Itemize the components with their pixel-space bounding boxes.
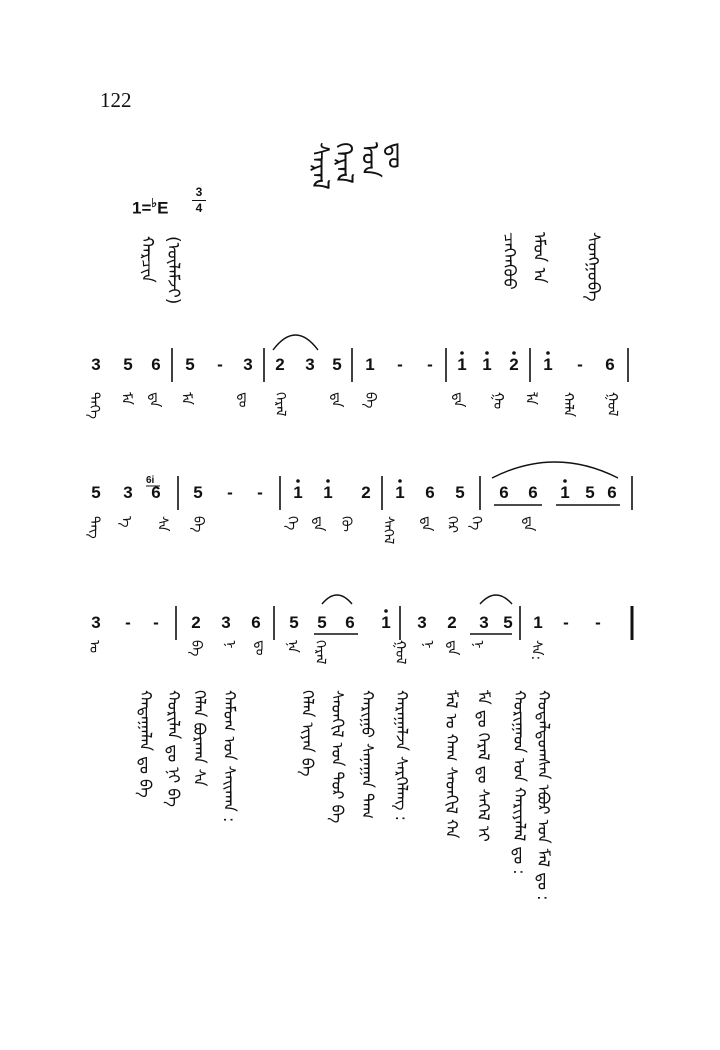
lyric-syllable: ᠭᠤ bbox=[490, 392, 506, 410]
lyric-syllable: ᠪᠠ bbox=[188, 640, 204, 657]
verse-line: ᠬᠠᠮᠤᠭ ᠤᠨ ᠰᠠᠢᠬᠠᠨ : bbox=[220, 690, 239, 823]
note: - bbox=[153, 613, 159, 632]
slur bbox=[492, 462, 618, 478]
lyric-syllable: ᠪᠡ bbox=[190, 516, 206, 533]
note: 2 bbox=[361, 483, 371, 502]
note: 1 bbox=[482, 355, 492, 374]
high-octave-dot bbox=[326, 479, 330, 483]
note: 1 bbox=[395, 483, 405, 502]
note: 1 bbox=[533, 613, 543, 632]
verse-line: ᠬᠣᠷᠢᠭᠠᠳ ᠤᠨ ᠬᠠᠷᠢᠶᠠᠯᠠᠯ ᠳᠤ : bbox=[510, 690, 529, 875]
note: 6 bbox=[345, 613, 355, 632]
lyric-syllable: ᠳᠤ bbox=[235, 392, 251, 408]
note: 3 bbox=[91, 355, 101, 374]
note: 1 bbox=[457, 355, 467, 374]
note: 1 bbox=[560, 483, 570, 502]
verse-line: ᠮᠠᠯ ᠤ ᠬᠠᠭ ᠰᠡᠳᠬᠢᠯ ᠬᠠ bbox=[442, 690, 461, 839]
note: - bbox=[427, 355, 433, 374]
note: 3 bbox=[479, 613, 489, 632]
title-line: ᠤᠨ bbox=[356, 142, 384, 178]
verse-line: ᠬᠠᠷᠢᠭᠤ ᠰᠠᠨᠠᠭᠠᠨ ᠳᠠᠭ bbox=[358, 690, 377, 819]
note: 2 bbox=[191, 613, 201, 632]
note: 3 bbox=[417, 613, 427, 632]
lyric-syllable: ᠳᠡ bbox=[520, 516, 536, 532]
lyric-syllable: ᠬᠡᠷ bbox=[444, 516, 460, 534]
left-note-line: (ᠦᠯᠡᠮᠵᠢ) bbox=[163, 236, 183, 305]
high-octave-dot bbox=[296, 479, 300, 483]
title-line: ᠭᠡᠷᠡᠯ bbox=[330, 142, 358, 184]
note: 6 bbox=[605, 355, 615, 374]
right-note-line: ᠴᠡᠭᠡᠨᠬᠦᠦ bbox=[499, 232, 519, 290]
title-line: ᠳᠤ bbox=[382, 142, 410, 169]
note: 2 bbox=[447, 613, 457, 632]
note: 6 bbox=[151, 355, 161, 374]
time-signature: 3 4 bbox=[192, 186, 206, 215]
note: 5 bbox=[289, 613, 299, 632]
note: 5 bbox=[91, 483, 101, 502]
verse-line: ᠬᠠᠳᠠᠭᠠᠯᠠᠨ ᠳᠤ ᠪᠠ bbox=[136, 690, 155, 798]
note: 3 bbox=[91, 613, 101, 632]
lyric-syllable: ᠳᠡ bbox=[146, 392, 162, 408]
lyric-syllable: ᠭᠡᠷᠡᠯ bbox=[272, 392, 288, 417]
verse-line: ᠰᠡᠳᠬᠢᠯ ᠤᠨ ᠳᠤᠷ ᠪᠠ bbox=[328, 690, 347, 824]
lyric-syllable: ᠪᠡ bbox=[362, 392, 378, 409]
note: 6 bbox=[151, 483, 161, 502]
note: 6 bbox=[528, 483, 538, 502]
key-signature: 1=♭E bbox=[132, 196, 169, 218]
verse-line: ᠬᠠᠷᠠᠭᠠᠯᠵᠠ ᠰᠡᠷᠭᠡᠯᠡᠩ : bbox=[392, 690, 411, 821]
lyric-syllable: ᠰᠡ bbox=[154, 516, 170, 532]
note: 3 bbox=[243, 355, 253, 374]
note: 5 bbox=[193, 483, 203, 502]
note: - bbox=[595, 613, 601, 632]
lyric-syllable: ᠳᠠ bbox=[450, 392, 466, 408]
note: 2 bbox=[509, 355, 519, 374]
verse-line: ᠬᠣᠳᠠᠯᠳᠤᠭᠰᠠᠨ ᠡᠪᠦᠷ ᠤᠨ ᠮᠠᠯ ᠳᠤ : bbox=[534, 690, 553, 901]
lyric-syllable: ᠳᠡᠭᠡ bbox=[86, 392, 102, 419]
high-octave-dot bbox=[398, 479, 402, 483]
high-octave-dot bbox=[563, 479, 567, 483]
note: 5 bbox=[455, 483, 465, 502]
verse-line: ᠮᠠ ᠳᠤ ᠭᠡᠷᠡᠯ ᠳᠤ ᠰᠡᠭᠡᠯ ᠢ bbox=[474, 690, 493, 842]
note: 3 bbox=[305, 355, 315, 374]
lyric-syllable: ᠬᠡ bbox=[284, 516, 300, 531]
note: 1 bbox=[293, 483, 303, 502]
lyric-syllable: ᠳᠡ bbox=[444, 640, 460, 656]
note: 5 bbox=[123, 355, 133, 374]
lyric-syllable: ᠨᠠ bbox=[284, 640, 300, 653]
note: 1 bbox=[365, 355, 375, 374]
note: - bbox=[125, 613, 131, 632]
note: 5 bbox=[332, 355, 342, 374]
lyric-syllable: ᠭᠦ bbox=[338, 516, 354, 532]
grace-note: 6i bbox=[146, 475, 155, 486]
lyric-syllable: ᠬᠡ bbox=[468, 516, 484, 531]
lyric-syllable: ᠳᠡ bbox=[310, 516, 326, 532]
title-line: ᠰᠠᠷᠠᠯ bbox=[306, 142, 334, 190]
note: 6 bbox=[499, 483, 509, 502]
note: 3 bbox=[221, 613, 231, 632]
right-note-line: ᠡᠮᠦᠨ ᠠ bbox=[529, 232, 549, 284]
lyric-syllable: ᠮᠠ bbox=[178, 392, 194, 405]
right-note-line: ᠰᠣᠩᠭᠣᠪᠠ bbox=[583, 232, 603, 302]
note: 3 bbox=[123, 483, 133, 502]
note: 6 bbox=[425, 483, 435, 502]
lyric-syllable: ᠭᠡᠷᠡᠯ bbox=[312, 640, 328, 665]
lyric-syllable: ᠳᠡ bbox=[328, 392, 344, 408]
slur bbox=[273, 335, 318, 350]
lyric-syllable: ᠰᠡᠭᠡᠯ bbox=[380, 516, 396, 545]
note: 5 bbox=[585, 483, 595, 502]
verse-line: ᠬᠡᠯᠡᠨ ᠢᠶᠡᠨ ᠪᠠ bbox=[298, 690, 317, 777]
lyric-syllable: ᠳᠤ bbox=[252, 640, 268, 656]
note: - bbox=[563, 613, 569, 632]
lyric-syllable: ᠭᠣᠯ bbox=[604, 392, 620, 417]
note: 5 bbox=[185, 355, 195, 374]
lyric-syllable: ᠨ bbox=[420, 640, 436, 649]
note: - bbox=[217, 355, 223, 374]
lyric-syllable: ᠳᠡ bbox=[418, 516, 434, 532]
slur bbox=[480, 595, 512, 604]
lyric-syllable: ᠡ bbox=[118, 516, 134, 528]
note: - bbox=[257, 483, 263, 502]
note: - bbox=[577, 355, 583, 374]
lyric-syllable: ᠨ bbox=[470, 640, 486, 649]
lyric-syllable: ᠤ bbox=[86, 640, 102, 654]
left-note-line: ᠬᠠᠷᠴᠢᠨ bbox=[137, 236, 157, 283]
lyric-syllable: ᠰᠡ: bbox=[528, 640, 544, 661]
page-number: 122 bbox=[100, 88, 132, 112]
lyric-syllable: ᠭᠣᠯ bbox=[392, 640, 408, 665]
high-octave-dot bbox=[512, 351, 516, 355]
note: 1 bbox=[543, 355, 553, 374]
high-octave-dot bbox=[485, 351, 489, 355]
note: - bbox=[397, 355, 403, 374]
verse-line: ᠬᠣᠷᠢᠯᠠᠨ ᠳᠤ ᠨᠢ ᠪᠠ bbox=[164, 690, 183, 807]
lyric-syllable: ᠬᠠᠯᠠ bbox=[560, 392, 576, 417]
slur bbox=[322, 595, 352, 604]
note: 5 bbox=[317, 613, 327, 632]
lyric-syllable: ᠳᠡᠭ bbox=[86, 516, 102, 539]
lyric-syllable: ᠮᠡ bbox=[118, 392, 134, 405]
note: 6 bbox=[251, 613, 261, 632]
note: 5 bbox=[503, 613, 513, 632]
high-octave-dot bbox=[460, 351, 464, 355]
note: - bbox=[227, 483, 233, 502]
high-octave-dot bbox=[546, 351, 550, 355]
note: 6 bbox=[607, 483, 617, 502]
note: 1 bbox=[323, 483, 333, 502]
lyric-syllable: ᠨ bbox=[222, 640, 238, 649]
lyric-syllable: ᠯᠠ bbox=[522, 392, 538, 405]
verse-line: ᠬᠡᠯᠡᠨ ᠪᠤᠷᠬᠠᠨ ᠰᠡ bbox=[190, 690, 209, 787]
note: 1 bbox=[381, 613, 391, 632]
high-octave-dot bbox=[384, 609, 388, 613]
note: 2 bbox=[275, 355, 285, 374]
